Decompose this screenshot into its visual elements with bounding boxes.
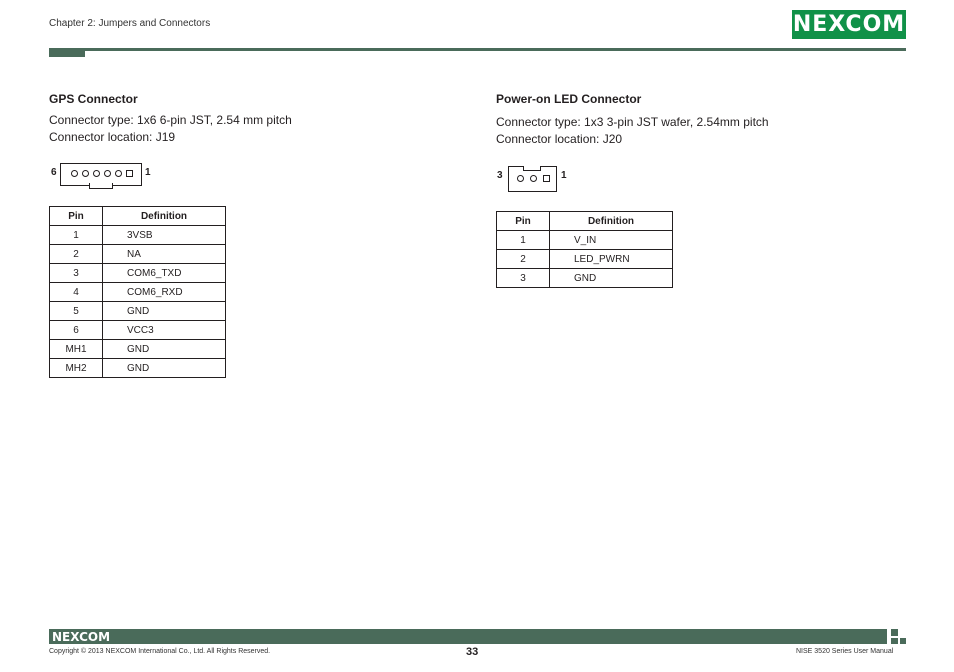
pin-icon bbox=[93, 170, 100, 177]
table-header-row bbox=[50, 207, 226, 226]
pin-cell: 1 bbox=[497, 231, 550, 250]
led-pin-table bbox=[496, 211, 673, 288]
pin-cell: 2 bbox=[50, 245, 103, 264]
gps-connector-location: Connector location: J19 bbox=[49, 130, 176, 144]
led-pin-left-label: 3 bbox=[497, 170, 503, 181]
column-header-pin: Pin bbox=[497, 212, 550, 231]
definition-cell: V_IN bbox=[550, 231, 673, 250]
header-divider bbox=[49, 48, 906, 51]
chapter-heading: Chapter 2: Jumpers and Connectors bbox=[49, 18, 211, 29]
definition-cell: 3VSB bbox=[103, 226, 226, 245]
table-row bbox=[50, 359, 226, 378]
footer-bar bbox=[49, 629, 887, 644]
footer-logo: NEXCOM bbox=[52, 630, 111, 644]
connector-key bbox=[89, 183, 113, 189]
definition-cell: COM6_RXD bbox=[103, 283, 226, 302]
led-section-title: Power-on LED Connector bbox=[496, 92, 642, 106]
pin-cell: MH2 bbox=[50, 359, 103, 378]
nexcom-logo bbox=[792, 10, 906, 39]
copyright-text: Copyright © 2013 NEXCOM International Co., Ltd. All Rights Reserved. bbox=[49, 648, 271, 655]
table-row bbox=[50, 283, 226, 302]
pin-cell: 6 bbox=[50, 321, 103, 340]
definition-cell: COM6_TXD bbox=[103, 264, 226, 283]
table-row bbox=[497, 231, 673, 250]
corner-square-icon bbox=[900, 638, 906, 644]
definition-cell: VCC3 bbox=[103, 321, 226, 340]
pin-icon bbox=[71, 170, 78, 177]
pin-cell: 2 bbox=[497, 250, 550, 269]
definition-cell: GND bbox=[103, 302, 226, 321]
pin1-square-icon bbox=[126, 170, 133, 177]
table-row bbox=[50, 321, 226, 340]
pin-icon bbox=[104, 170, 111, 177]
table-header-row bbox=[497, 212, 673, 231]
definition-cell: GND bbox=[103, 359, 226, 378]
led-pin-right-label: 1 bbox=[561, 170, 567, 181]
table-row bbox=[497, 250, 673, 269]
led-connector-location: Connector location: J20 bbox=[496, 132, 623, 146]
pin-icon bbox=[517, 175, 524, 182]
gps-pin-right-label: 1 bbox=[145, 167, 151, 178]
gps-pin-left-label: 6 bbox=[51, 167, 57, 178]
corner-square-icon bbox=[891, 638, 898, 644]
column-header-definition: Definition bbox=[550, 212, 673, 231]
pin-icon bbox=[115, 170, 122, 177]
pin-cell: 3 bbox=[497, 269, 550, 288]
column-header-definition: Definition bbox=[103, 207, 226, 226]
table-row bbox=[50, 340, 226, 359]
pin-icon bbox=[530, 175, 537, 182]
definition-cell: GND bbox=[103, 340, 226, 359]
pin-icon bbox=[82, 170, 89, 177]
logo-text: NEXCOM bbox=[792, 12, 906, 37]
connector-key bbox=[523, 166, 541, 171]
table-row bbox=[50, 302, 226, 321]
pin-cell: MH1 bbox=[50, 340, 103, 359]
manual-title: NISE 3520 Series User Manual bbox=[796, 648, 894, 655]
led-connector-type: Connector type: 1x3 3-pin JST wafer, 2.54mm pitch bbox=[496, 115, 769, 129]
pin-cell: 4 bbox=[50, 283, 103, 302]
gps-pin-table bbox=[49, 206, 226, 378]
led-connector-diagram bbox=[508, 166, 557, 192]
definition-cell: GND bbox=[550, 269, 673, 288]
pin-cell: 5 bbox=[50, 302, 103, 321]
pin-cell: 3 bbox=[50, 264, 103, 283]
table-row bbox=[50, 226, 226, 245]
table-row bbox=[50, 245, 226, 264]
gps-connector-diagram bbox=[60, 163, 142, 186]
pin-cell: 1 bbox=[50, 226, 103, 245]
definition-cell: NA bbox=[103, 245, 226, 264]
table-row bbox=[497, 269, 673, 288]
corner-square-icon bbox=[891, 629, 898, 636]
definition-cell: LED_PWRN bbox=[550, 250, 673, 269]
table-row bbox=[50, 264, 226, 283]
page-number: 33 bbox=[466, 646, 479, 658]
column-header-pin: Pin bbox=[50, 207, 103, 226]
header-divider-accent bbox=[49, 48, 85, 57]
gps-connector-type: Connector type: 1x6 6-pin JST, 2.54 mm pitch bbox=[49, 113, 292, 127]
gps-section-title: GPS Connector bbox=[49, 92, 138, 106]
pin1-square-icon bbox=[543, 175, 550, 182]
